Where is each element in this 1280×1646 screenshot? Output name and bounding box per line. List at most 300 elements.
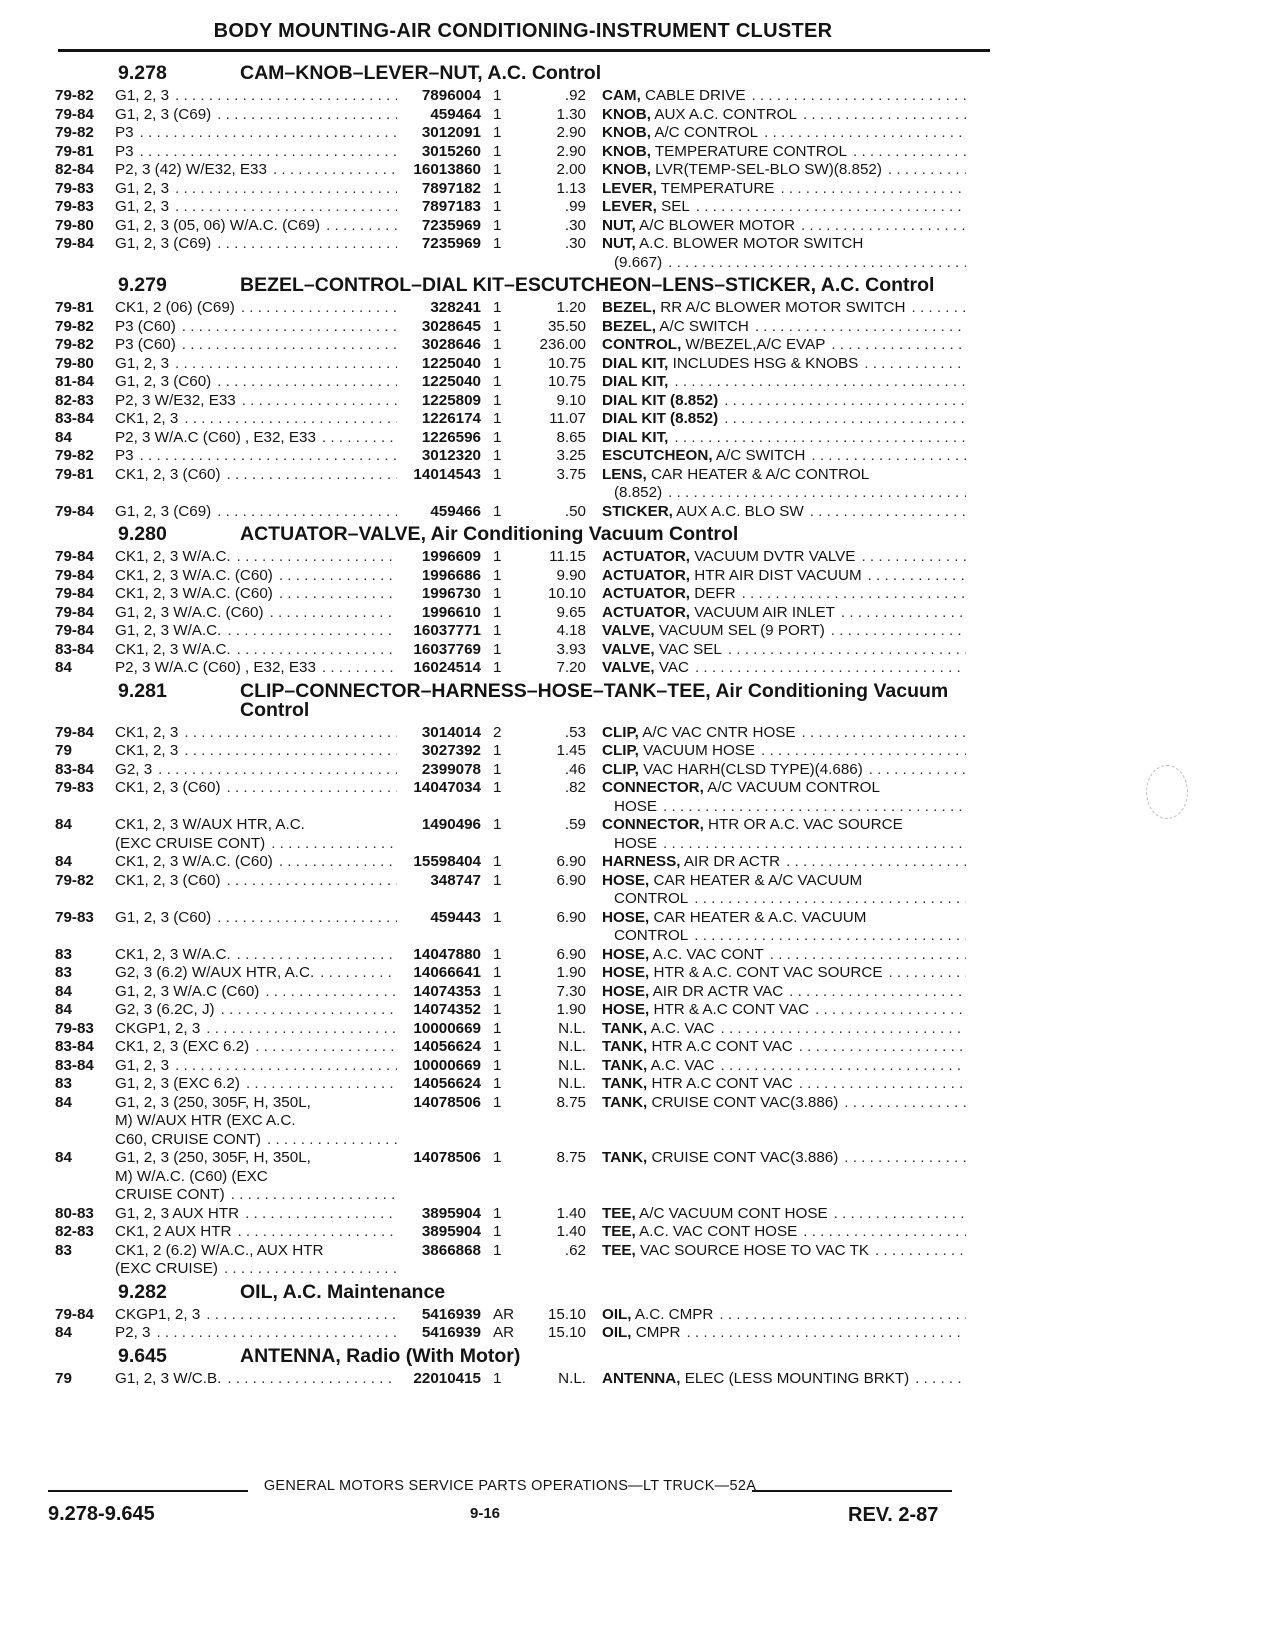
description-line bbox=[602, 872, 966, 891]
application-line bbox=[115, 447, 397, 466]
application bbox=[115, 429, 397, 448]
part-number: 1996609 bbox=[421, 548, 481, 565]
description-keyword: DIAL KIT, bbox=[602, 373, 669, 390]
description bbox=[586, 1149, 966, 1168]
leader-dots bbox=[178, 742, 397, 761]
description-text: BEZEL, A/C SWITCH bbox=[602, 317, 749, 335]
description-keyword: OIL, bbox=[602, 1324, 632, 1341]
description-line bbox=[602, 373, 966, 392]
leader-dots bbox=[211, 373, 397, 392]
model-years: 79-84 bbox=[55, 585, 94, 602]
part-row bbox=[55, 1370, 995, 1389]
description bbox=[586, 585, 966, 604]
section-title: BEZEL–CONTROL–DIAL KIT–ESCUTCHEON–LENS–STICKER, A.C. Control bbox=[240, 274, 935, 296]
application-line bbox=[115, 106, 397, 125]
application-line-text: G1, 2, 3 W/A.C. (C60) bbox=[115, 603, 264, 621]
model-years: 79-83 bbox=[55, 908, 94, 926]
footer-revision: REV. 2-87 bbox=[848, 1504, 939, 1526]
part-row bbox=[55, 124, 995, 143]
leader-dots bbox=[316, 659, 397, 678]
description-line bbox=[602, 254, 966, 273]
description-text: CONNECTOR, HTR OR A.C. VAC SOURCE bbox=[602, 816, 903, 833]
price: 3.75 bbox=[556, 465, 586, 483]
leader-dots bbox=[713, 1306, 966, 1325]
leader-dots bbox=[793, 1038, 966, 1057]
application-line-text: P2, 3 W/E32, E33 bbox=[115, 391, 236, 409]
price: 1.40 bbox=[556, 1223, 586, 1240]
description-keyword: TANK, bbox=[602, 1093, 648, 1111]
leader-dots bbox=[745, 87, 966, 106]
part-row bbox=[55, 872, 995, 909]
leader-dots bbox=[847, 143, 966, 162]
application-line bbox=[115, 410, 397, 429]
application-line-text: G1, 2, 3 (C60) bbox=[115, 908, 212, 926]
description bbox=[586, 161, 966, 180]
part-number: 459466 bbox=[430, 502, 481, 520]
description-keyword: VALVE, bbox=[602, 640, 655, 658]
part-row bbox=[55, 299, 995, 318]
description-keyword: CLIP, bbox=[602, 742, 639, 759]
model-years: 81-84 bbox=[55, 373, 94, 390]
leader-dots bbox=[231, 548, 397, 567]
description-line bbox=[602, 1001, 966, 1020]
leader-dots bbox=[869, 1242, 966, 1261]
leader-dots bbox=[235, 299, 397, 318]
application-line bbox=[115, 622, 397, 641]
part-row bbox=[55, 318, 995, 337]
model-years: 79-83 bbox=[55, 1019, 94, 1037]
leader-dots bbox=[828, 1205, 966, 1224]
application-line bbox=[115, 180, 397, 199]
leader-dots bbox=[797, 106, 966, 125]
description-text: TANK, A.C. VAC bbox=[602, 1056, 715, 1074]
application-line-text: P3 (C60) bbox=[115, 336, 176, 353]
application-line bbox=[115, 659, 397, 678]
application bbox=[115, 872, 397, 891]
quantity: 1 bbox=[493, 1019, 502, 1037]
leader-dots bbox=[225, 1186, 397, 1205]
leader-dots bbox=[736, 585, 966, 604]
description bbox=[586, 1324, 966, 1343]
application-line bbox=[115, 1112, 397, 1131]
application bbox=[115, 336, 397, 355]
leader-dots bbox=[657, 835, 966, 854]
model-years: 83 bbox=[55, 1075, 72, 1092]
quantity: 1 bbox=[493, 964, 502, 981]
leader-dots bbox=[662, 254, 966, 273]
model-years: 84 bbox=[55, 1149, 72, 1166]
description-text: NUT, A/C BLOWER MOTOR bbox=[602, 216, 795, 234]
description bbox=[586, 143, 966, 162]
description-text: VALVE, VAC bbox=[602, 659, 689, 676]
application-line-text: G1, 2, 3 (05, 06) W/A.C. (C69) bbox=[115, 216, 321, 234]
section-title: OIL, A.C. Maintenance bbox=[240, 1280, 446, 1303]
part-number: 14074353 bbox=[413, 982, 481, 1000]
description bbox=[586, 447, 966, 466]
price: 11.07 bbox=[549, 410, 586, 427]
description-line bbox=[602, 392, 966, 411]
model-years: 83-84 bbox=[55, 760, 94, 778]
description-text: CLIP, VACUUM HOSE bbox=[602, 742, 756, 759]
application-line bbox=[115, 853, 397, 872]
part-row bbox=[55, 983, 995, 1002]
application-line bbox=[115, 909, 397, 928]
application-line bbox=[115, 392, 397, 411]
leader-dots bbox=[239, 1205, 397, 1224]
description-text bbox=[602, 373, 668, 392]
application bbox=[115, 761, 397, 780]
description-line bbox=[602, 503, 966, 522]
application bbox=[115, 909, 397, 928]
part-number: 2399078 bbox=[421, 760, 481, 778]
part-number: 348747 bbox=[430, 871, 481, 889]
model-years: 84 bbox=[55, 1324, 72, 1341]
part-number: 1490496 bbox=[421, 816, 481, 833]
quantity: 1 bbox=[493, 548, 502, 565]
leader-dots bbox=[221, 1370, 397, 1389]
leader-dots bbox=[838, 1094, 966, 1113]
application-line-text: CK1, 2, 3 bbox=[115, 723, 179, 741]
description-line bbox=[602, 835, 966, 854]
description bbox=[586, 235, 966, 272]
description-line bbox=[602, 484, 966, 503]
section-header bbox=[55, 679, 995, 721]
application bbox=[115, 106, 397, 125]
application bbox=[115, 816, 397, 853]
leader-dots bbox=[764, 946, 966, 965]
description-keyword: VALVE, bbox=[602, 659, 655, 676]
model-years: 83-84 bbox=[55, 1038, 94, 1055]
price: 10.10 bbox=[547, 585, 586, 602]
section-number: 9.282 bbox=[118, 1280, 167, 1303]
price: 3.93 bbox=[556, 640, 586, 658]
leader-dots bbox=[862, 567, 966, 586]
model-years: 79-83 bbox=[55, 779, 94, 796]
part-number: 14047034 bbox=[413, 779, 481, 796]
part-number: 3027392 bbox=[421, 742, 481, 759]
description bbox=[586, 1038, 966, 1057]
part-number: 3895904 bbox=[421, 1204, 481, 1222]
model-years: 79-82 bbox=[55, 447, 94, 464]
description-text: HOSE, HTR & A.C. CONT VAC SOURCE bbox=[602, 964, 883, 981]
application-line-text: CK1, 2, 3 (C60) bbox=[115, 465, 221, 483]
model-years: 79-82 bbox=[55, 124, 94, 141]
application-line bbox=[115, 355, 397, 374]
model-years: 79-81 bbox=[55, 465, 94, 483]
description-text: ACTUATOR, HTR AIR DIST VACUUM bbox=[602, 566, 862, 584]
leader-dots bbox=[221, 779, 397, 798]
part-number: 3028645 bbox=[421, 317, 481, 335]
leader-dots bbox=[795, 217, 966, 236]
price: 1.40 bbox=[556, 1204, 586, 1222]
application-line bbox=[115, 143, 397, 162]
application-line-text: G1, 2, 3 bbox=[115, 354, 170, 372]
section-9-281 bbox=[55, 679, 995, 1279]
leader-dots bbox=[320, 217, 397, 236]
application bbox=[115, 466, 397, 485]
application bbox=[115, 410, 397, 429]
price: .53 bbox=[564, 723, 586, 741]
description-line bbox=[602, 1370, 966, 1389]
part-number: 22010415 bbox=[413, 1369, 481, 1387]
price: .82 bbox=[564, 779, 586, 796]
price: 15.10 bbox=[547, 1305, 586, 1323]
description-line bbox=[602, 336, 966, 355]
application bbox=[115, 1057, 397, 1076]
quantity: 1 bbox=[493, 87, 502, 104]
description-line bbox=[602, 217, 966, 236]
quantity: 1 bbox=[493, 465, 502, 483]
part-row bbox=[55, 1038, 995, 1057]
description-line bbox=[602, 355, 966, 374]
quantity: 1 bbox=[493, 1241, 502, 1259]
part-row bbox=[55, 548, 995, 567]
quantity: 1 bbox=[493, 1204, 502, 1222]
model-years: 79-81 bbox=[55, 142, 94, 160]
description bbox=[586, 659, 966, 678]
application-line bbox=[115, 1260, 397, 1279]
application-line bbox=[115, 235, 397, 254]
price: .62 bbox=[564, 1241, 586, 1259]
description-line bbox=[602, 466, 966, 485]
description-keyword: CAM, bbox=[602, 87, 641, 104]
application bbox=[115, 1324, 397, 1343]
price: .50 bbox=[564, 502, 586, 520]
description-line-text: (9.667) bbox=[614, 253, 663, 271]
leader-dots bbox=[758, 124, 966, 143]
description-line bbox=[602, 853, 966, 872]
description-text: LEVER, TEMPERATURE bbox=[602, 179, 775, 197]
leader-dots bbox=[169, 180, 397, 199]
description bbox=[586, 964, 966, 983]
leader-dots bbox=[169, 1057, 397, 1076]
leader-dots bbox=[152, 761, 397, 780]
part-row bbox=[55, 779, 995, 816]
description bbox=[586, 1370, 966, 1389]
part-number: 328241 bbox=[430, 299, 481, 316]
description-text: HOSE, CAR HEATER & A/C VACUUM bbox=[602, 871, 863, 889]
part-row bbox=[55, 217, 995, 236]
model-years: 79-84 bbox=[55, 723, 94, 741]
model-years: 79-80 bbox=[55, 216, 94, 234]
leader-dots bbox=[796, 724, 966, 743]
model-years: 79-84 bbox=[55, 1305, 94, 1323]
part-row bbox=[55, 853, 995, 872]
description-line bbox=[602, 318, 966, 337]
application bbox=[115, 964, 397, 983]
section-title: ACTUATOR–VALVE, Air Conditioning Vacuum Control bbox=[240, 523, 739, 545]
description-keyword: LEVER, bbox=[602, 198, 657, 215]
description bbox=[586, 909, 966, 946]
application bbox=[115, 355, 397, 374]
quantity: 1 bbox=[493, 1075, 502, 1092]
model-years: 84 bbox=[55, 428, 72, 446]
application bbox=[115, 1020, 397, 1039]
description-text: ESCUTCHEON, A/C SWITCH bbox=[602, 447, 806, 464]
description bbox=[586, 724, 966, 743]
application-line-text: G1, 2, 3 W/A.C. bbox=[115, 622, 222, 639]
application-line bbox=[115, 1370, 397, 1389]
description-line-text: HOSE bbox=[614, 834, 658, 852]
description-line bbox=[602, 1149, 966, 1168]
price: 1.90 bbox=[556, 1001, 586, 1018]
description-line bbox=[602, 1242, 966, 1261]
description-keyword: HOSE, bbox=[602, 982, 650, 1000]
description-keyword: LENS, bbox=[602, 465, 647, 483]
description-keyword: BEZEL, bbox=[602, 317, 657, 335]
application-line-text: G1, 2, 3 AUX HTR bbox=[115, 1204, 240, 1222]
description-text: CAM, CABLE DRIVE bbox=[602, 87, 746, 104]
description-keyword: ACTUATOR, bbox=[602, 603, 691, 621]
price: 10.75 bbox=[547, 354, 586, 372]
leader-dots bbox=[264, 604, 397, 623]
leader-dots bbox=[755, 742, 966, 761]
quantity: AR bbox=[493, 1305, 515, 1323]
application bbox=[115, 1370, 397, 1389]
description bbox=[586, 373, 966, 392]
description-keyword: TANK, bbox=[602, 1075, 648, 1092]
model-years: 79-82 bbox=[55, 336, 94, 353]
leader-dots bbox=[689, 659, 966, 678]
application-line-text: CK1, 2, 3 bbox=[115, 410, 179, 427]
part-row bbox=[55, 585, 995, 604]
model-years: 79 bbox=[55, 742, 72, 759]
leader-dots bbox=[858, 355, 966, 374]
quantity: 1 bbox=[493, 105, 502, 123]
part-row bbox=[55, 87, 995, 106]
model-years: 82-83 bbox=[55, 1223, 94, 1240]
model-years: 82-83 bbox=[55, 391, 94, 409]
part-number: 1996610 bbox=[421, 603, 481, 621]
quantity: 1 bbox=[493, 742, 502, 759]
quantity: 1 bbox=[493, 124, 502, 141]
leader-dots bbox=[680, 1324, 966, 1343]
part-row bbox=[55, 392, 995, 411]
application-line-text: G1, 2, 3 (EXC 6.2) bbox=[115, 1075, 240, 1092]
model-years: 83 bbox=[55, 964, 72, 981]
application-line-text: CK1, 2, 3 bbox=[115, 742, 179, 759]
part-number: 3014014 bbox=[421, 723, 481, 741]
application bbox=[115, 1075, 397, 1094]
part-number: 3028646 bbox=[421, 336, 481, 353]
part-number: 16013860 bbox=[413, 161, 481, 178]
part-number: 7235969 bbox=[421, 235, 481, 252]
part-number: 3866868 bbox=[421, 1241, 481, 1259]
description-text: CONNECTOR, A/C VACUUM CONTROL bbox=[602, 779, 880, 796]
application-line-text: CK1, 2 AUX HTR bbox=[115, 1223, 232, 1240]
description-line bbox=[602, 299, 966, 318]
description bbox=[586, 946, 966, 965]
part-row bbox=[55, 503, 995, 522]
leader-dots bbox=[825, 336, 966, 355]
application bbox=[115, 983, 397, 1002]
leader-dots bbox=[805, 447, 966, 466]
leader-dots bbox=[178, 410, 397, 429]
application bbox=[115, 180, 397, 199]
description-keyword: HOSE, bbox=[602, 1001, 650, 1018]
description-text: ACTUATOR, VACUUM DVTR VALVE bbox=[602, 548, 856, 565]
price: .30 bbox=[564, 216, 586, 234]
description bbox=[586, 392, 966, 411]
model-years: 84 bbox=[55, 816, 72, 833]
description-keyword: NUT, bbox=[602, 216, 636, 234]
description-line bbox=[602, 761, 966, 780]
description-line bbox=[602, 604, 966, 623]
application-line-text: CK1, 2, 3 W/AUX HTR, A.C. bbox=[115, 816, 305, 833]
price: 3.25 bbox=[556, 447, 586, 464]
price: 15.10 bbox=[547, 1324, 586, 1341]
description-text: BEZEL, RR A/C BLOWER MOTOR SWITCH bbox=[602, 299, 906, 316]
quantity: 1 bbox=[493, 216, 502, 234]
application-line-text: G1, 2, 3 (250, 305F, H, 350L, bbox=[115, 1149, 311, 1166]
application-line-text: CK1, 2, 3 W/A.C. (C60) bbox=[115, 566, 273, 584]
section-title: CAM–KNOB–LEVER–NUT, A.C. Control bbox=[240, 62, 602, 84]
part-number: 14047880 bbox=[413, 945, 481, 963]
description bbox=[586, 1242, 966, 1261]
leader-dots bbox=[882, 161, 966, 180]
part-number: 16024514 bbox=[413, 659, 481, 676]
section-title: CLIP–CONNECTOR–HARNESS–HOSE–TANK–TEE, Air Conditioning Vacuum Control bbox=[240, 679, 949, 721]
description-keyword: ACTUATOR, bbox=[602, 548, 691, 565]
description-line bbox=[602, 1205, 966, 1224]
description-line bbox=[602, 548, 966, 567]
price: 8.65 bbox=[556, 428, 586, 446]
part-row bbox=[55, 1094, 995, 1150]
part-row bbox=[55, 622, 995, 641]
application bbox=[115, 198, 397, 217]
description bbox=[586, 410, 966, 429]
leader-dots bbox=[273, 567, 397, 586]
section-header bbox=[55, 1280, 995, 1303]
quantity: 1 bbox=[493, 299, 502, 316]
model-years: 79-81 bbox=[55, 299, 94, 316]
description bbox=[586, 466, 966, 503]
description-text: HOSE, CAR HEATER & A.C. VACUUM bbox=[602, 908, 867, 926]
section-header bbox=[55, 1344, 995, 1367]
application bbox=[115, 87, 397, 106]
description bbox=[586, 761, 966, 780]
description-text: OIL, CMPR bbox=[602, 1324, 681, 1341]
description bbox=[586, 1057, 966, 1076]
quantity: 1 bbox=[493, 354, 502, 372]
description-line bbox=[602, 622, 966, 641]
application-line-text: G1, 2, 3 W/A.C (C60) bbox=[115, 982, 260, 1000]
application-line bbox=[115, 761, 397, 780]
description-keyword: TANK, bbox=[602, 1056, 648, 1074]
description-text: HOSE, HTR & A.C CONT VAC bbox=[602, 1001, 810, 1018]
price: 6.90 bbox=[556, 853, 586, 870]
application-line bbox=[115, 724, 397, 743]
quantity: 1 bbox=[493, 179, 502, 197]
leader-dots bbox=[200, 1020, 397, 1039]
leader-dots bbox=[249, 1038, 397, 1057]
description-text: ANTENNA, ELEC (LESS MOUNTING BRKT) bbox=[602, 1369, 910, 1387]
scan-artifact-circle bbox=[1146, 765, 1188, 819]
part-number: 10000669 bbox=[413, 1019, 481, 1037]
part-row bbox=[55, 429, 995, 448]
price: 7.20 bbox=[556, 659, 586, 676]
part-number: 1996686 bbox=[421, 566, 481, 584]
model-years: 79 bbox=[55, 1369, 72, 1387]
application-line-text: P2, 3 bbox=[115, 1324, 151, 1341]
leader-dots bbox=[668, 373, 966, 392]
description-line bbox=[602, 1223, 966, 1242]
description-line bbox=[602, 983, 966, 1002]
quantity: 1 bbox=[493, 1001, 502, 1018]
section-header bbox=[55, 525, 995, 544]
model-years: 79-84 bbox=[55, 235, 94, 252]
application-line-text: G1, 2, 3 bbox=[115, 179, 170, 197]
